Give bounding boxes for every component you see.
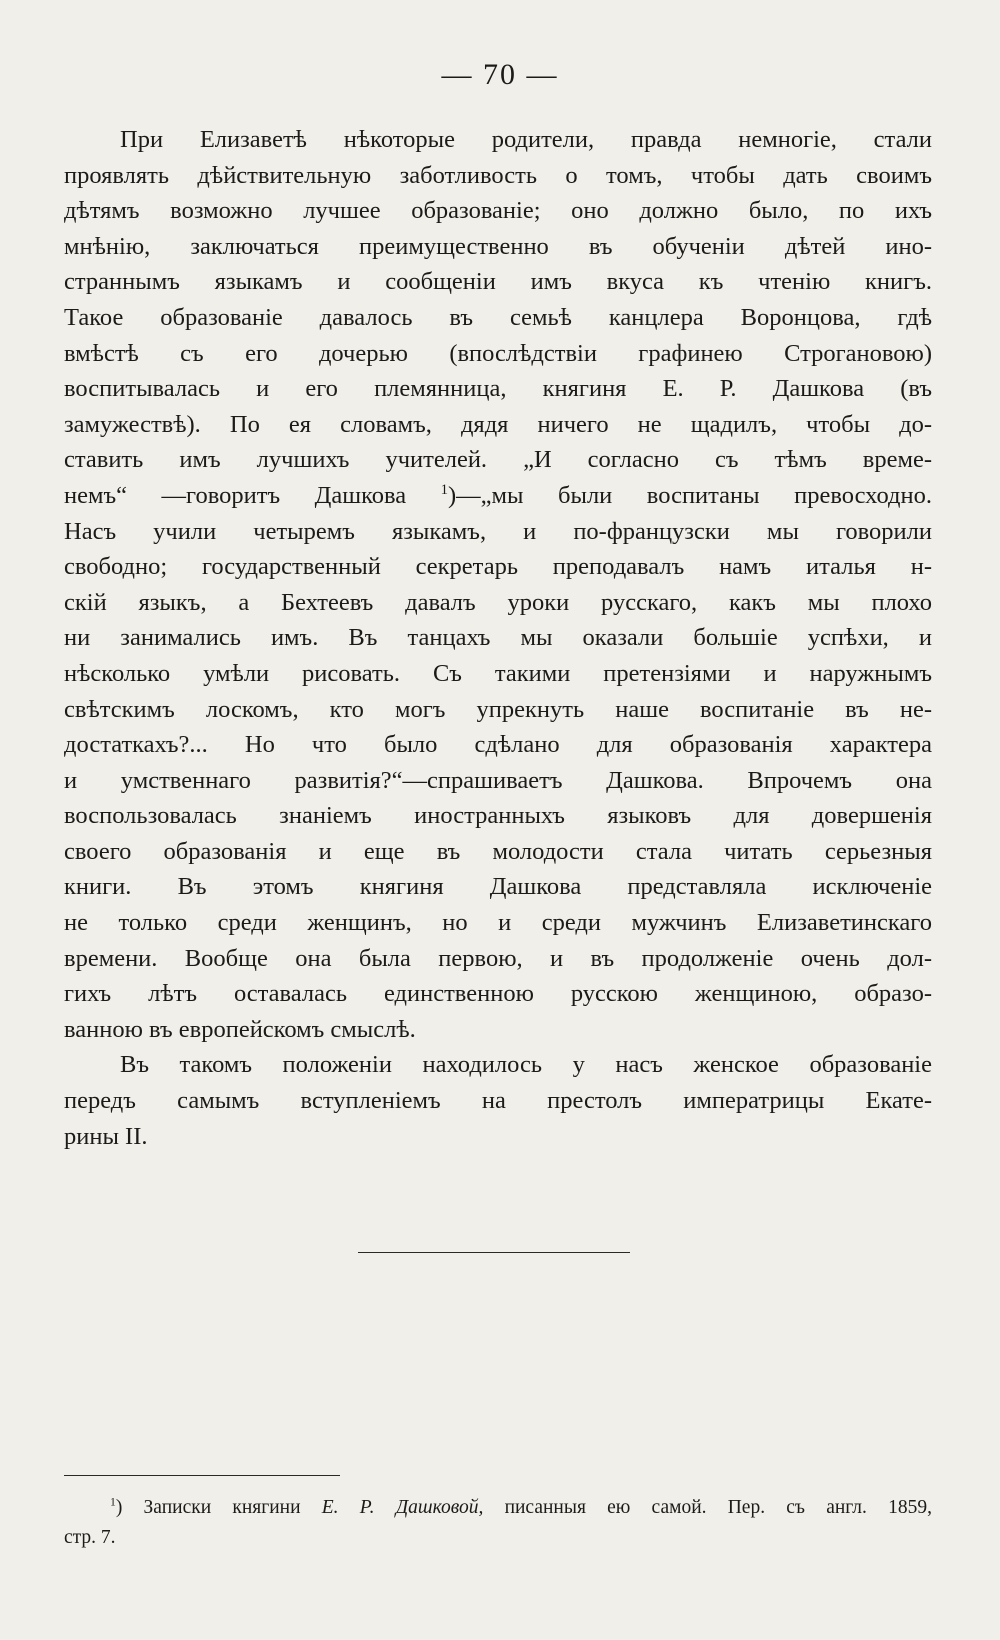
footnote-line	[64, 1493, 932, 1523]
text-line: гихъ лѣтъ оставалась единственною русскою женщиною, образо-	[64, 980, 932, 1008]
text-line-head: немъ“ —говоритъ Дашкова	[64, 481, 441, 509]
text-line: скій языкъ, а Бехтеевъ давалъ уроки русскаго, какъ мы плохо	[64, 588, 932, 616]
text-line: свѣтскимъ лоскомъ, кто могъ упрекнуть наше воспитаніе въ не-	[64, 695, 932, 723]
text-line: воспользовалась знаніемъ иностранныхъ языковъ для довершенія	[64, 802, 932, 830]
text-line: своего образованія и еще въ молодости стала читать серьезныя	[64, 837, 932, 865]
text-line: свободно; государственный секретарь преподавалъ намъ италья н-	[64, 553, 932, 581]
text-line: При Елизаветѣ нѣкоторые родители, правда немногіе, стали	[120, 126, 932, 153]
text-line: воспитывалась и его племянница, княгиня Е. Р. Дашкова (въ	[64, 375, 932, 403]
text-line: нѣсколько умѣли рисовать. Съ такими претензіями и наружнымъ	[64, 659, 932, 687]
text-line: ставить имъ лучшихъ учителей. „И согласно съ тѣмъ време-	[64, 446, 932, 474]
main-text	[64, 122, 932, 1154]
text-line: и умственнаго развитія?“—спрашиваетъ Дашкова. Впрочемъ она	[64, 766, 932, 794]
text-line: мнѣнію, заключаться преимущественно въ обученіи дѣтей ино-	[64, 232, 932, 260]
text-line: проявлять дѣйствительную заботливость о томъ, чтобы дать своимъ	[64, 161, 932, 189]
text-line: страннымъ языкамъ и сообщеніи имъ вкуса къ чтенію книгъ.	[64, 268, 932, 296]
footnotes	[64, 1493, 932, 1553]
text-line: рины II.	[64, 1122, 148, 1150]
section-divider	[358, 1252, 630, 1253]
text-line: книги. Въ этомъ княгиня Дашкова представляла исключеніе	[64, 873, 932, 901]
footnote-italic-name: Е. Р. Дашковой,	[321, 1497, 484, 1518]
text-line: замужествѣ). По ея словамъ, дядя ничего не щадилъ, чтобы до-	[64, 410, 932, 438]
footnote-line: стр. 7.	[64, 1527, 116, 1548]
text-line: вмѣстѣ съ его дочерью (впослѣдствіи графинею Строгановою)	[64, 339, 932, 367]
text-line-with-footnote	[64, 478, 932, 514]
footnote-rule	[64, 1475, 340, 1476]
page-number: — 70 —	[441, 58, 559, 91]
text-line: передъ самымъ вступленіемъ на престолъ императрицы Екате-	[64, 1087, 932, 1115]
text-line: Такое образованіе давалось въ семьѣ канцлера Воронцова, гдѣ	[64, 303, 932, 331]
footnote-reference[interactable]: 1	[440, 481, 448, 498]
footnote-text-before: ) Записки княгини	[115, 1497, 322, 1518]
text-line: достаткахъ?... Но что было сдѣлано для образованія характера	[64, 731, 932, 759]
text-line: времени. Вообще она была первою, и въ продолженіе очень дол-	[64, 944, 932, 972]
text-line: дѣтямъ возможно лучшее образованіе; оно должно было, по ихъ	[64, 197, 932, 225]
footnote-text-after: писанныя ею самой. Пер. съ англ. 1859,	[483, 1497, 932, 1518]
text-line: Насъ учили четыремъ языкамъ, и по-французски мы говорили	[64, 517, 932, 545]
text-line-tail: )—„мы были воспитаны превосходно.	[448, 481, 932, 509]
text-line: Въ такомъ положеніи находилось у насъ женское образованіе	[120, 1051, 932, 1079]
text-line: не только среди женщинъ, но и среди мужчинъ Елизаветинскаго	[64, 909, 932, 937]
footnote-marker: 1	[110, 1495, 116, 1509]
text-line: ванною въ европейскомъ смыслѣ.	[64, 1015, 416, 1043]
text-line: ни занимались имъ. Въ танцахъ мы оказали большіе успѣхи, и	[64, 624, 932, 652]
